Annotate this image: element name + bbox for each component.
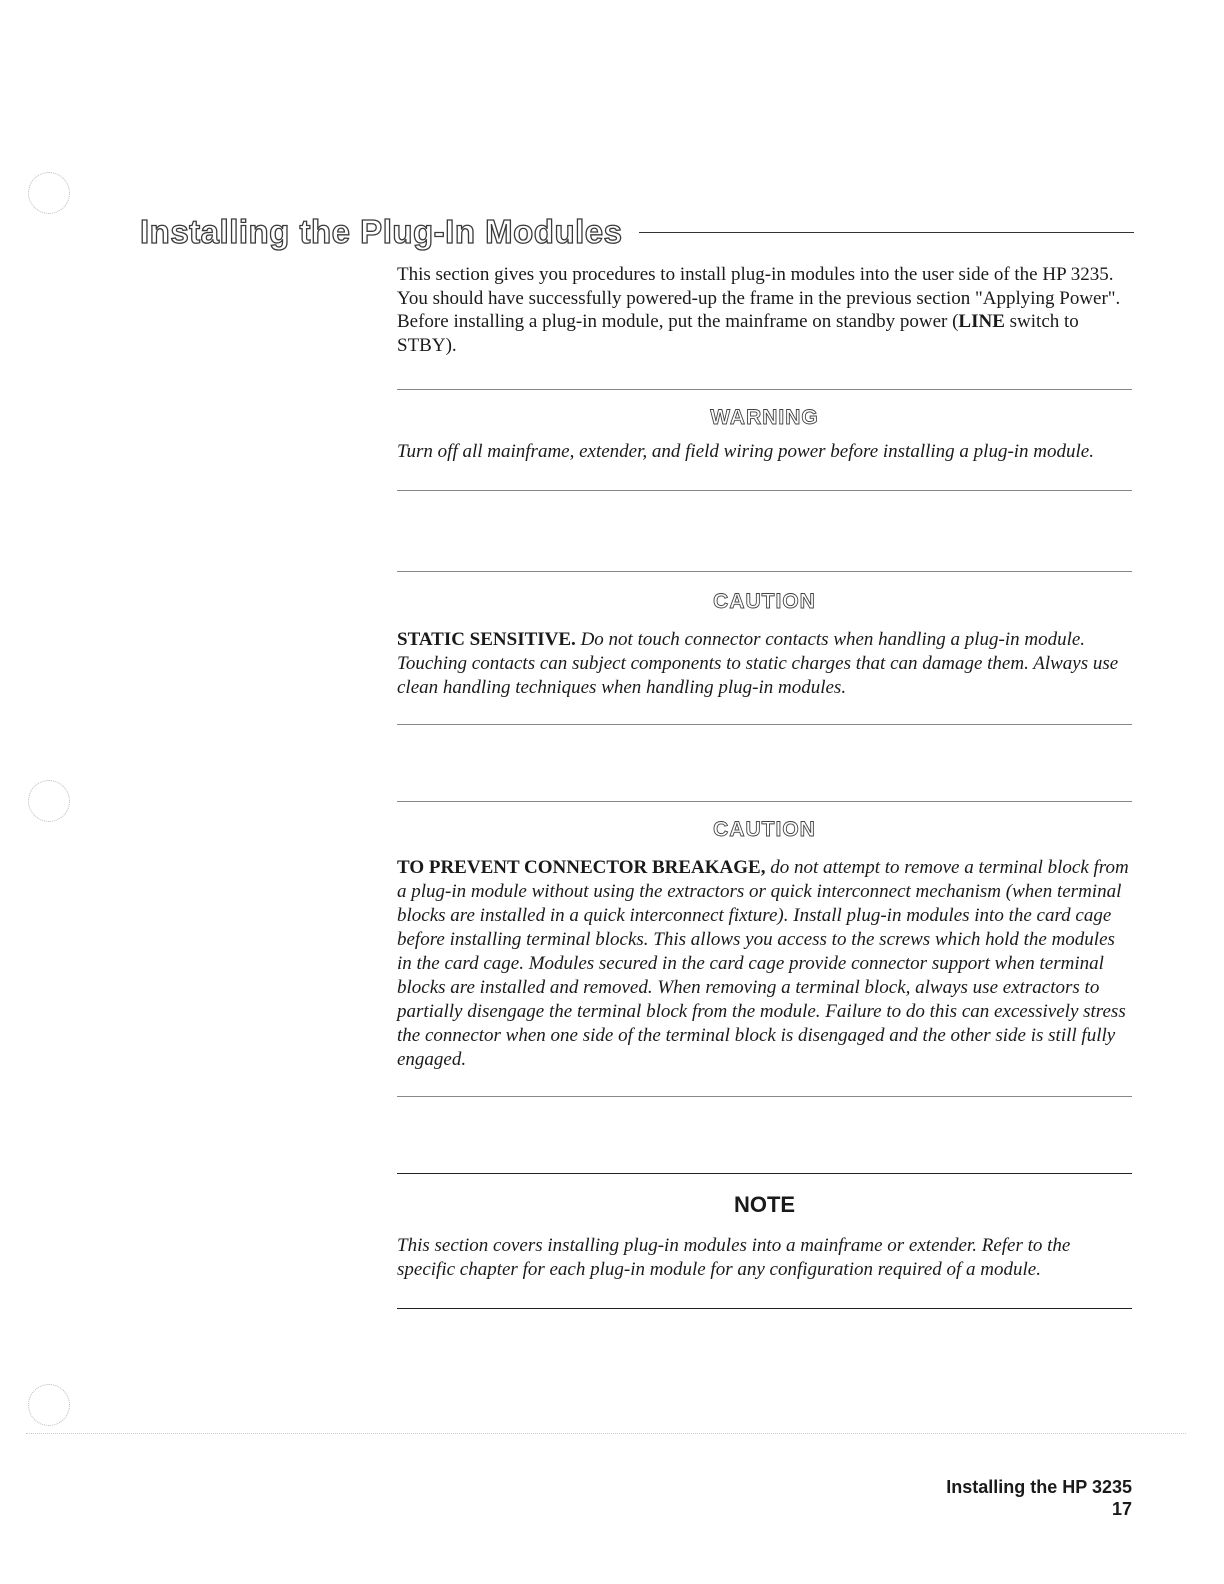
caution-breakage-heading: CAUTION — [713, 818, 816, 841]
heading-rule — [639, 232, 1135, 233]
caution-breakage-body — [397, 856, 1132, 1072]
caution-static-heading: CAUTION — [713, 590, 816, 613]
note-heading: NOTE — [733, 1192, 796, 1217]
note-bottom-rule — [397, 1308, 1132, 1309]
footer-page-number: 17 — [1111, 1499, 1132, 1519]
intro-paragraph — [397, 263, 1132, 357]
caution-static-body — [397, 628, 1132, 700]
footer-chapter-title: Installing the HP 3235 — [946, 1477, 1132, 1497]
intro-text-after: switch to STBY). — [397, 311, 1079, 356]
warning-bottom-rule — [397, 490, 1132, 491]
page-divider — [26, 1433, 1186, 1434]
note-top-rule — [397, 1173, 1132, 1174]
caution-breakage-box — [397, 801, 1132, 1097]
note-body: This section covers installing plug-in modules into a mainframe or extender. Refer to the specific chapter for each plug-in module for any configuration required of a module. — [397, 1235, 1071, 1280]
caution-breakage-lead: TO PREVENT CONNECTOR BREAKAGE, — [397, 857, 766, 878]
intro-line-switch: LINE — [958, 311, 1005, 332]
caution-static-text: Do not touch connector contacts when handling a plug-in module. Touching contacts can subject components to static charges that can damage them. Always use clean handling techniques when handling plug-in modules. — [397, 629, 1119, 698]
warning-body: Turn off all mainframe, extender, and field wiring power before installing a plug-in module. — [397, 441, 1094, 462]
section-title: Installing the Plug-In Modules — [140, 213, 623, 250]
caution-static-lead: STATIC SENSITIVE. — [397, 629, 576, 650]
intro-text-before: This section gives you procedures to install plug-in modules into the user side of the HP 3235. You should have successfully powered-up the frame in the previous section "Applying Power". Before installing a plug-in module, put the mainframe on standby power ( — [397, 264, 1121, 332]
binder-hole-middle — [28, 780, 70, 822]
caution-static-bottom-rule — [397, 724, 1132, 725]
warning-heading: WARNING — [710, 406, 819, 429]
warning-top-rule — [397, 389, 1132, 390]
caution-breakage-top-rule — [397, 801, 1132, 802]
binder-hole-top — [28, 172, 70, 214]
section-heading — [140, 208, 1134, 256]
note-box — [397, 1173, 1132, 1309]
warning-box — [397, 389, 1132, 491]
binder-hole-bottom — [28, 1384, 70, 1426]
caution-static-box — [397, 571, 1132, 725]
caution-breakage-bottom-rule — [397, 1096, 1132, 1097]
caution-static-top-rule — [397, 571, 1132, 572]
caution-breakage-text: do not attempt to remove a terminal block from a plug-in module without using the extractors or quick interconnect mechanism (when terminal blocks are installed in a quick interconnect fixture). Install plug-in modules into the card cage before installing terminal blocks. This allows you access to the screws which hold the modules in the card cage. Modules secured in the card cage provide connector support when terminal blocks are installed and removed. When removing a terminal block, always use extractors to partially disengage the terminal block from the module. Failure to do this can excessively stress the connector when one side of the terminal block is disengaged and the other side is still fully engaged. — [397, 857, 1129, 1070]
page-footer — [946, 1476, 1132, 1520]
